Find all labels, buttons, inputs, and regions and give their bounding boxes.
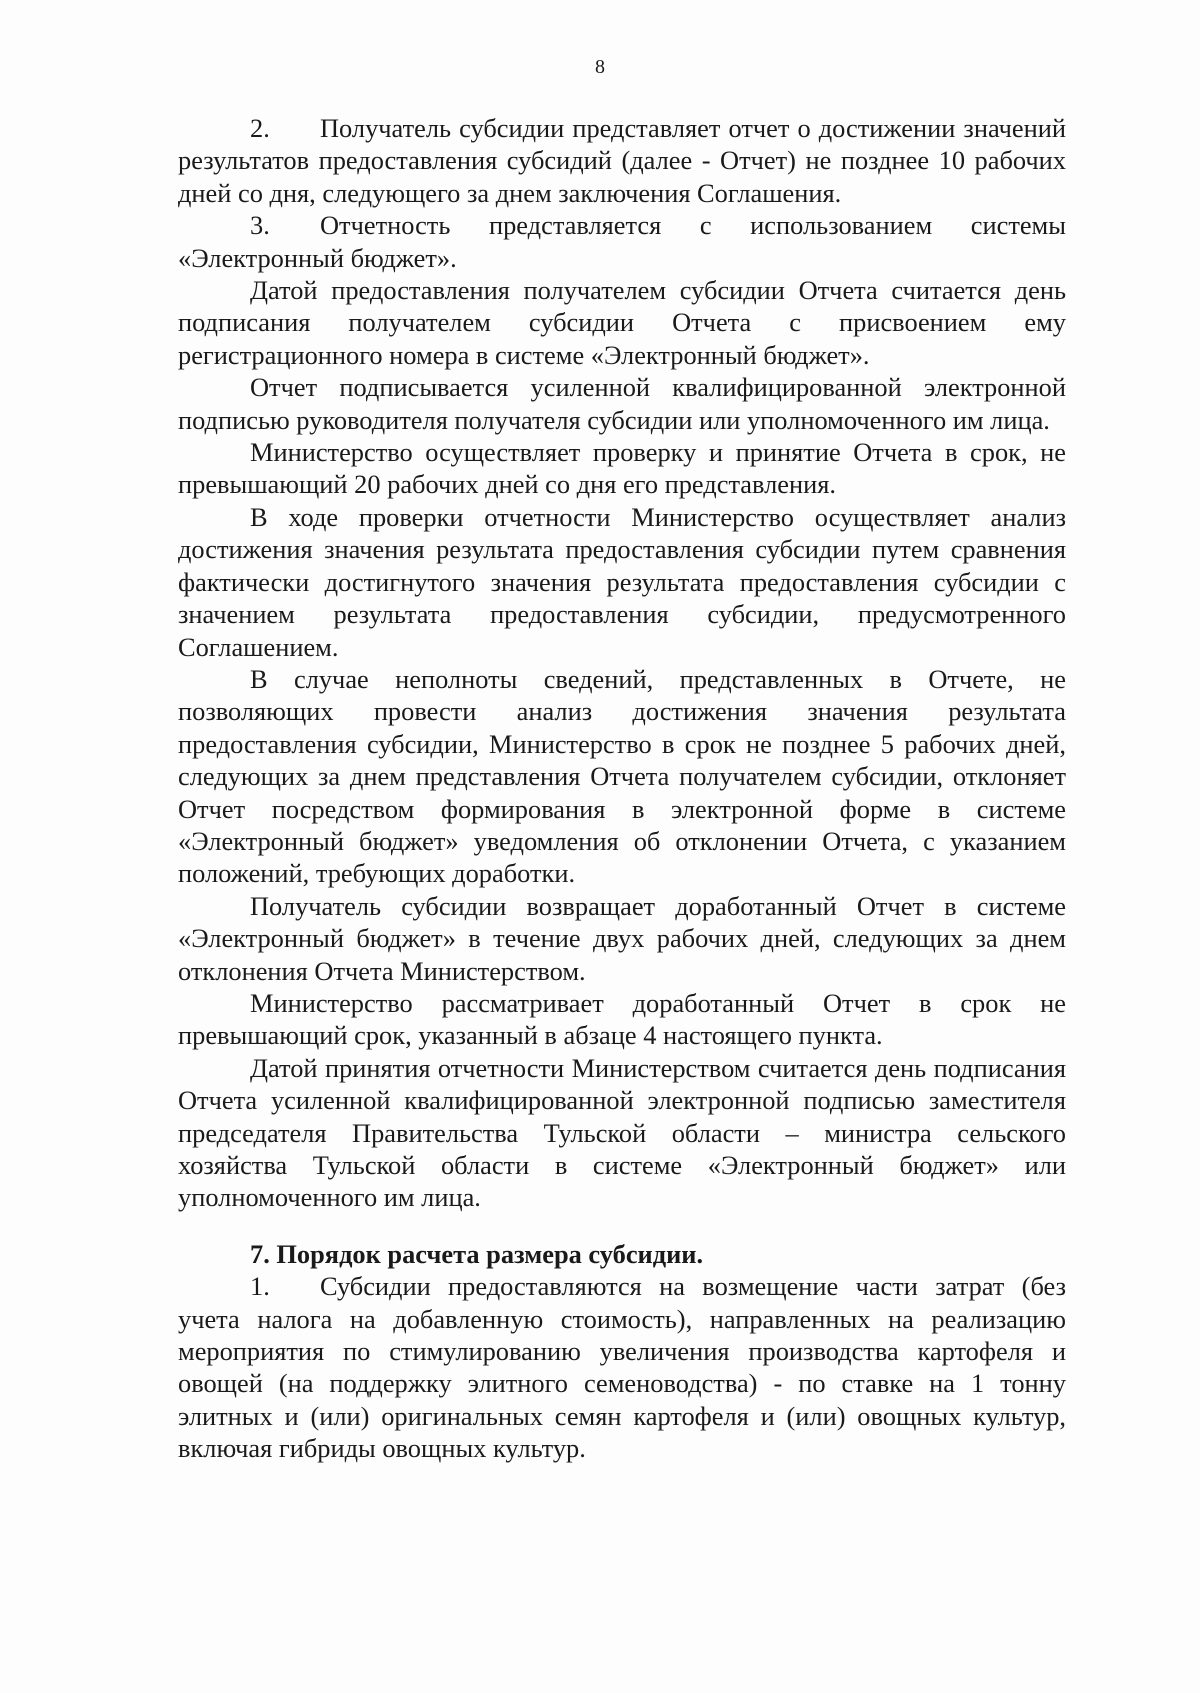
section-7-body	[178, 1270, 1066, 1464]
paragraph	[178, 209, 1066, 274]
paragraph-text: Министерство осуществляет проверку и принятие Отчета в срок, не превышающий 20 рабочих дней со дня его представления.	[178, 437, 1066, 500]
paragraph-text: В ходе проверки отчетности Министерство осуществляет анализ достижения значения результата предоставления субсидии путем сравнения фактически достигнутого значения результата предоставления субсидии с значением результата предоставления субсидии, предусмотренного Соглашением.	[178, 501, 1066, 662]
paragraph	[178, 890, 1066, 987]
paragraph-number: 1.	[250, 1271, 270, 1302]
section-6-continuation	[178, 112, 1066, 1214]
paragraph-number: 3.	[250, 210, 270, 241]
section-heading: 7. Порядок расчета размера субсидии.	[250, 1238, 704, 1269]
paragraph-text: В случае неполноты сведений, представленных в Отчете, не позволяющих провести анализ достижения значения результата предоставления субсидии, Министерство в срок не позднее 5 рабочих дней, следующих за днем представления Отчета получателем субсидии, отклоняет Отчет посредством формирования в электронной форме в системе «Электронный бюджет» уведомления об отклонении Отчета, с указанием положений, требующих доработки.	[178, 663, 1066, 889]
paragraph-text: Датой предоставления получателем субсидии Отчета считается день подписания получателем субсидии Отчета с присвоением ему регистрационного номера в системе «Электронный бюджет».	[178, 275, 1066, 370]
paragraph	[178, 501, 1066, 663]
paragraph-text: Министерство рассматривает доработанный Отчет в срок не превышающий срок, указанный в абзаце 4 настоящего пункта.	[178, 987, 1066, 1051]
paragraph	[178, 1270, 1066, 1464]
paragraph	[178, 663, 1066, 890]
paragraph	[178, 371, 1066, 436]
paragraph	[178, 274, 1066, 371]
paragraph	[178, 1052, 1066, 1214]
paragraph-text: Отчет подписывается усиленной квалифицированной электронной подписью руководителя получателя субсидии или уполномоченного им лица.	[178, 372, 1066, 435]
paragraph-text: Получатель субсидии возвращает доработанный Отчет в системе «Электронный бюджет» в течение двух рабочих дней, следующих за днем отклонения Отчета Министерством.	[178, 890, 1066, 986]
paragraph	[178, 112, 1066, 209]
paragraph-number: 2.	[250, 113, 270, 143]
paragraph-text: Датой принятия отчетности Министерством считается день подписания Отчета усиленной квалифицированной электронной подписью заместителя председателя Правительства Тульской области – министра сельского хозяйства Тульской области в системе «Электронный бюджет» или уполномоченного им лица.	[178, 1052, 1066, 1213]
paragraph	[178, 436, 1066, 501]
paragraph-text: Получатель субсидии представляет отчет о достижении значений результатов предоставления субсидий (далее - Отчет) не позднее 10 рабочих дней со дня, следующего за днем заключения Соглашения.	[178, 113, 1066, 208]
document-body	[178, 112, 1066, 1465]
paragraph-text: Отчетность представляется с использованием системы «Электронный бюджет».	[178, 210, 1066, 273]
paragraph	[178, 987, 1066, 1052]
page-number: 8	[595, 56, 605, 78]
paragraph-text: Субсидии предоставляются на возмещение части затрат (без учета налога на добавленную стоимость), направленных на реализацию мероприятия по стимулированию увеличения производства картофеля и овощей (на поддержку элитного семеноводства) - по ставке на 1 тонну элитных и (или) оригинальных семян картофеля и (или) овощных культур, включая гибриды овощных культур.	[178, 1271, 1066, 1464]
